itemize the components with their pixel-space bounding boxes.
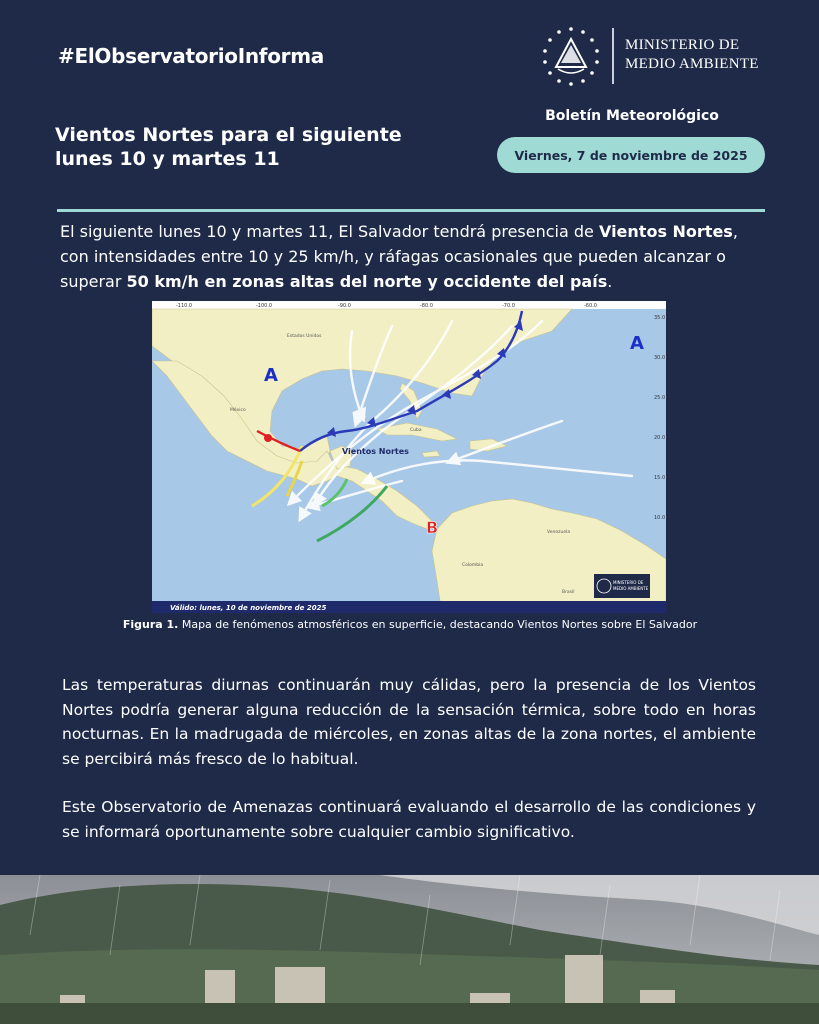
country-label: México xyxy=(230,408,246,413)
lon-label: -110.0 xyxy=(176,303,193,309)
intro-text-2: , con intensidades entre 10 y 25 km/h, y ráfagas ocasionales que pueden alcanzar o superar xyxy=(60,222,738,291)
date-badge: Viernes, 7 de noviembre de 2025 xyxy=(497,137,765,173)
country-label: Estados Unidos xyxy=(287,334,322,339)
ministry-line2: MEDIO AMBIENTE xyxy=(625,56,759,72)
ministry-name xyxy=(625,36,759,74)
intro-paragraph xyxy=(60,219,762,294)
country-label: Brasil xyxy=(562,590,575,595)
country-label: Cuba xyxy=(410,428,422,433)
lon-label: -80.0 xyxy=(420,303,433,309)
temperature-paragraph: Las temperaturas diurnas continuarán muy cálidas, pero la presencia de los Vientos Nortes podría generar alguna reducción de la sensación térmica, sobre todo en horas nocturnas. En la madrugada de miércoles, en zonas altas de la zona nortes, el ambiente se percibirá más fresco de lo habitual. xyxy=(62,676,756,768)
lat-label: 35.0 xyxy=(654,315,666,321)
city-rain-photo xyxy=(0,875,819,1024)
warm-front-semicircle xyxy=(264,434,272,442)
lon-label: -70.0 xyxy=(502,303,515,309)
wind-label: Vientos Nortes xyxy=(342,447,409,456)
country-label: Colombia xyxy=(462,563,484,568)
intro-text-1: El siguiente lunes 10 y martes 11, El Salvador tendrá presencia de xyxy=(60,222,599,241)
country-label: Venezuela xyxy=(547,530,571,535)
caption-text: Mapa de fenómenos atmosféricos en superficie, destacando Vientos Nortes sobre El Salvador xyxy=(178,618,698,631)
map-logo-line2: MEDIO AMBIENTE xyxy=(613,586,649,591)
low-pressure-label: B xyxy=(426,518,439,537)
title-line2: lunes 10 y martes 11 xyxy=(55,148,280,170)
valid-text: Válido: lunes, 10 de noviembre de 2025 xyxy=(170,604,327,612)
weather-map xyxy=(152,301,666,613)
closing-paragraph: Este Observatorio de Amenazas continuará evaluando el desarrollo de las condiciones y se informará oportunamente sobre cualquier cambio significativo. xyxy=(62,798,756,841)
lat-label: 25.0 xyxy=(654,395,666,401)
lon-label: -90.0 xyxy=(338,303,351,309)
intro-bold-1: Vientos Nortes xyxy=(598,222,733,241)
logo-divider xyxy=(612,28,614,84)
intro-text-3: . xyxy=(607,272,613,291)
lat-label: 20.0 xyxy=(654,435,666,441)
map-logo-line1: MINISTERIO DE xyxy=(613,580,644,585)
lon-label: -60.0 xyxy=(584,303,597,309)
lat-label: 30.0 xyxy=(654,355,666,361)
divider-rule xyxy=(57,209,765,212)
hashtag: #ElObservatorioInforma xyxy=(58,44,324,68)
caption-label: Figura 1. xyxy=(122,618,179,631)
high-pressure-label: A xyxy=(630,333,644,354)
high-pressure-label: A xyxy=(264,365,278,386)
government-seal-icon xyxy=(540,25,602,87)
page-title xyxy=(55,123,435,171)
ministry-line1: MINISTERIO DE xyxy=(625,37,740,53)
lat-label: 10.0 xyxy=(654,515,666,521)
lon-label: -100.0 xyxy=(256,303,273,309)
bulletin-label: Boletín Meteorológico xyxy=(545,108,719,124)
title-line1: Vientos Nortes para el siguiente xyxy=(55,124,402,146)
lat-label: 15.0 xyxy=(654,475,666,481)
figure-caption xyxy=(60,618,760,631)
intro-bold-2: 50 km/h en zonas altas del norte y occidente del país xyxy=(126,272,608,291)
